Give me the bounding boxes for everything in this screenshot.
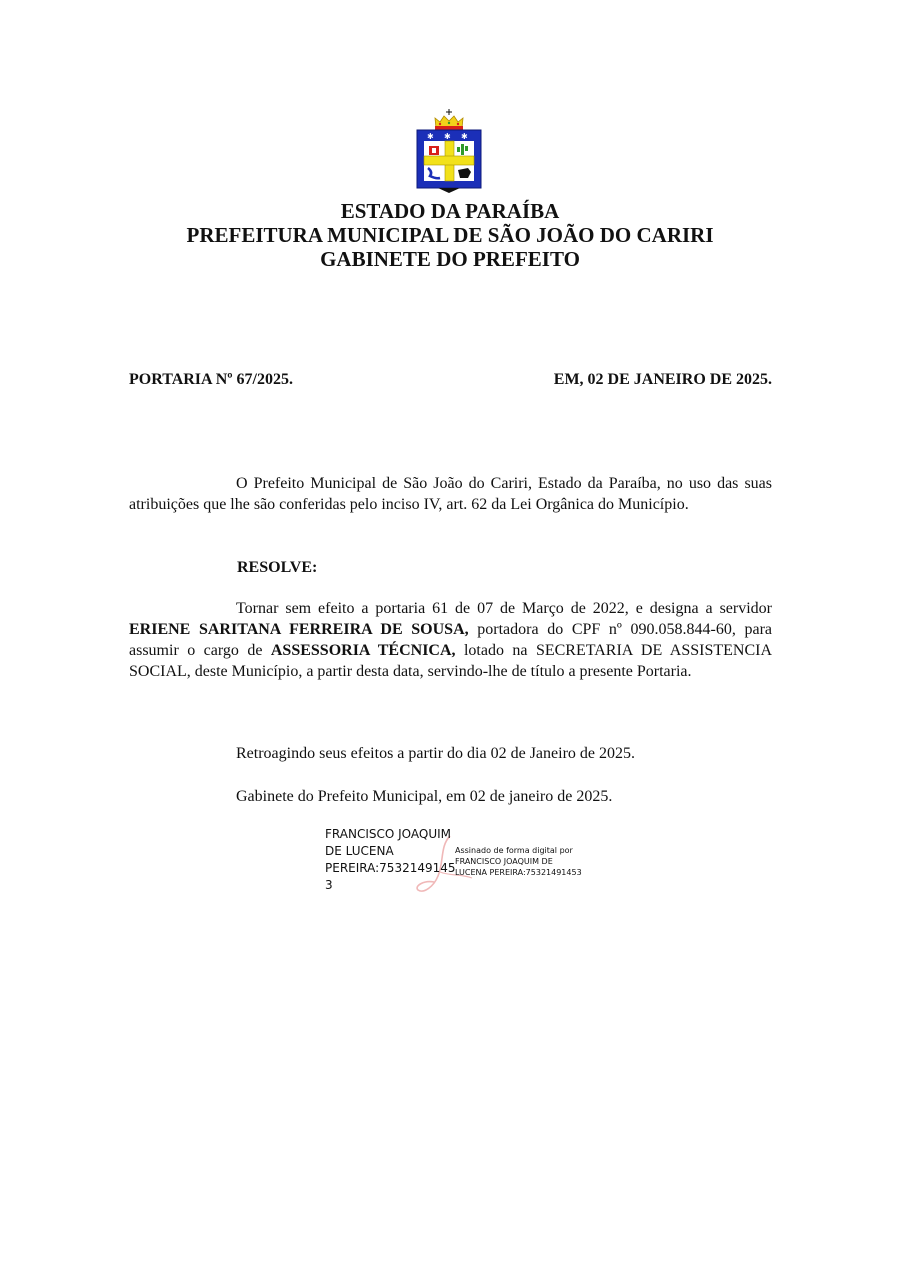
ordinance-number: PORTARIA Nº 67/2025. [129, 371, 293, 388]
signer-name-line: DE LUCENA [325, 844, 394, 858]
document-header [0, 199, 900, 271]
signature-note-line: Assinado de forma digital por [455, 846, 573, 855]
signer-name [325, 826, 456, 894]
signer-name-line: 3 [325, 878, 333, 892]
decision-paragraph [129, 598, 772, 682]
crown-icon [435, 109, 463, 130]
svg-text:✱: ✱ [461, 132, 468, 141]
decision-text-1: Tornar sem efeito a portaria 61 de 07 de Março de 2022, e designa a servidor [236, 600, 772, 617]
municipal-coat-of-arms-icon [416, 108, 482, 194]
decision-text-2: portadora do CPF nº 090.058.844-60, para assumir o cargo de [129, 621, 773, 659]
signature-note-line: FRANCISCO JOAQUIM DE [455, 857, 553, 866]
signature-note-line: LUCENA PEREIRA:75321491453 [455, 868, 582, 877]
signer-name-line: FRANCISCO JOAQUIM [325, 827, 452, 841]
decision-text-3: lotado na SECRETARIA DE ASSISTENCIA SOCIAL, deste Município, a partir desta data, servindo-lhe de título a presente Portaria. [129, 642, 772, 680]
digital-signature [325, 826, 585, 898]
resolve-heading: RESOLVE: [237, 559, 318, 576]
office-title: GABINETE DO PREFEITO [320, 247, 580, 271]
position-name: ASSESSORIA TÉCNICA, [270, 642, 456, 659]
svg-text:✱: ✱ [444, 132, 451, 141]
closing-paragraph: Gabinete do Prefeito Municipal, em 02 de janeiro de 2025. [236, 788, 613, 805]
signature-note [455, 845, 582, 878]
employee-name: ERIENE SARITANA FERREIRA DE SOUSA, [129, 621, 469, 638]
signer-name-line: PEREIRA:7532149145 [325, 861, 456, 875]
retroactive-paragraph: Retroagindo seus efeitos a partir do dia 02 de Janeiro de 2025. [236, 745, 635, 762]
state-title: ESTADO DA PARAÍBA [340, 199, 560, 223]
intro-paragraph: O Prefeito Municipal de São João do Cariri, Estado da Paraíba, no uso das suas atribuições que lhe são conferidas pelo inciso IV, art. 62 da Lei Orgânica do Município. [129, 475, 772, 513]
svg-text:✱: ✱ [427, 132, 434, 141]
municipality-title: PREFEITURA MUNICIPAL DE SÃO JOÃO DO CARIRI [186, 223, 714, 247]
ordinance-date: EM, 02 DE JANEIRO DE 2025. [553, 371, 772, 388]
